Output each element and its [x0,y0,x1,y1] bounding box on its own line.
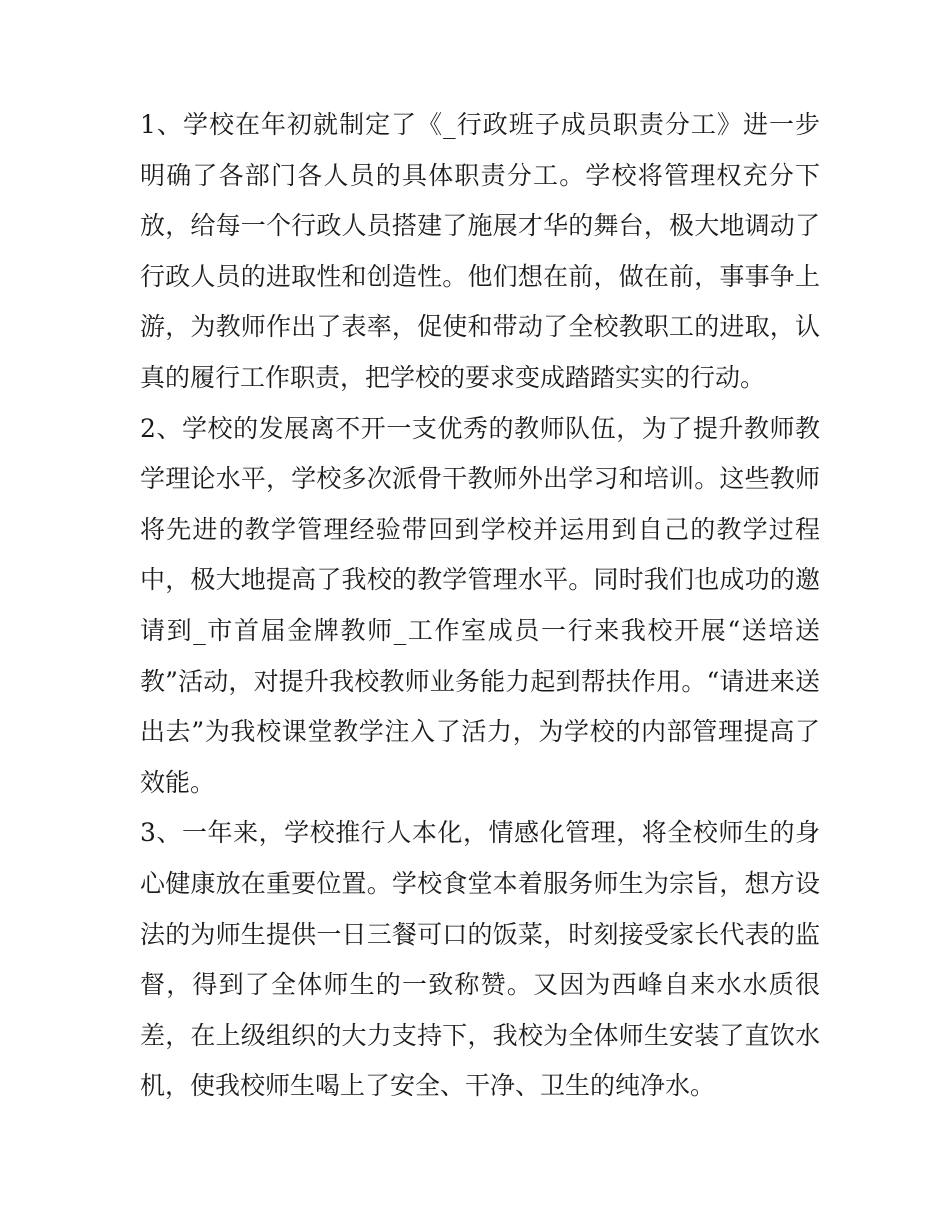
text-line: 心健康放在重要位置。学校食堂本着服务师生为宗旨，想方设 [140,868,820,898]
text-line: 1、学校在年初就制定了《_行政班子成员职责分工》进一步 [140,110,820,139]
text-line: 督，得到了全体师生的一致称赞。又因为西峰自来水水质很 [140,970,820,1000]
text-line: 教”活动，对提升我校教师业务能力起到帮扶作用。“请进来送 [140,666,820,696]
text-line: 3、一年来，学校推行人本化，情感化管理，将全校师生的身 [140,818,820,848]
text-line: 机，使我校师生喝上了安全、干净、卫生的纯净水。 [140,1071,716,1101]
text-line: 游，为教师作出了表率，促使和带动了全校教职工的进取，认 [140,312,820,342]
text-line: 差，在上级组织的大力支持下，我校为全体师生安装了直饮水 [140,1020,820,1050]
text-line: 行政人员的进取性和创造性。他们想在前，做在前，事事争上 [140,261,820,291]
paragraph-2 [140,404,820,809]
text-line: 中，极大地提高了我校的教学管理水平。同时我们也成功的邀 [140,565,820,595]
text-line: 请到_市首届金牌教师_工作室成员一行来我校开展“送培送 [140,615,820,645]
text-line: 将先进的教学管理经验带回到学校并运用到自己的教学过程 [140,514,820,544]
text-line: 法的为师生提供一日三餐可口的饭菜，时刻接受家长代表的监 [140,919,820,949]
paragraph-3 [140,808,820,1112]
text-line: 出去”为我校课堂教学注入了活力，为学校的内部管理提高了 [140,717,820,747]
text-line: 真的履行工作职责，把学校的要求变成踏踏实实的行动。 [140,362,766,392]
text-line: 学理论水平，学校多次派骨干教师外出学习和培训。这些教师 [140,464,820,494]
paragraph-1 [140,100,820,404]
text-line: 效能。 [140,767,216,797]
text-line: 2、学校的发展离不开一支优秀的教师队伍，为了提升教师教 [140,413,820,443]
text-line: 放，给每一个行政人员搭建了施展才华的舞台，极大地调动了 [140,211,820,241]
document-body [140,100,820,1112]
text-line: 明确了各部门各人员的具体职责分工。学校将管理权充分下 [140,160,820,190]
